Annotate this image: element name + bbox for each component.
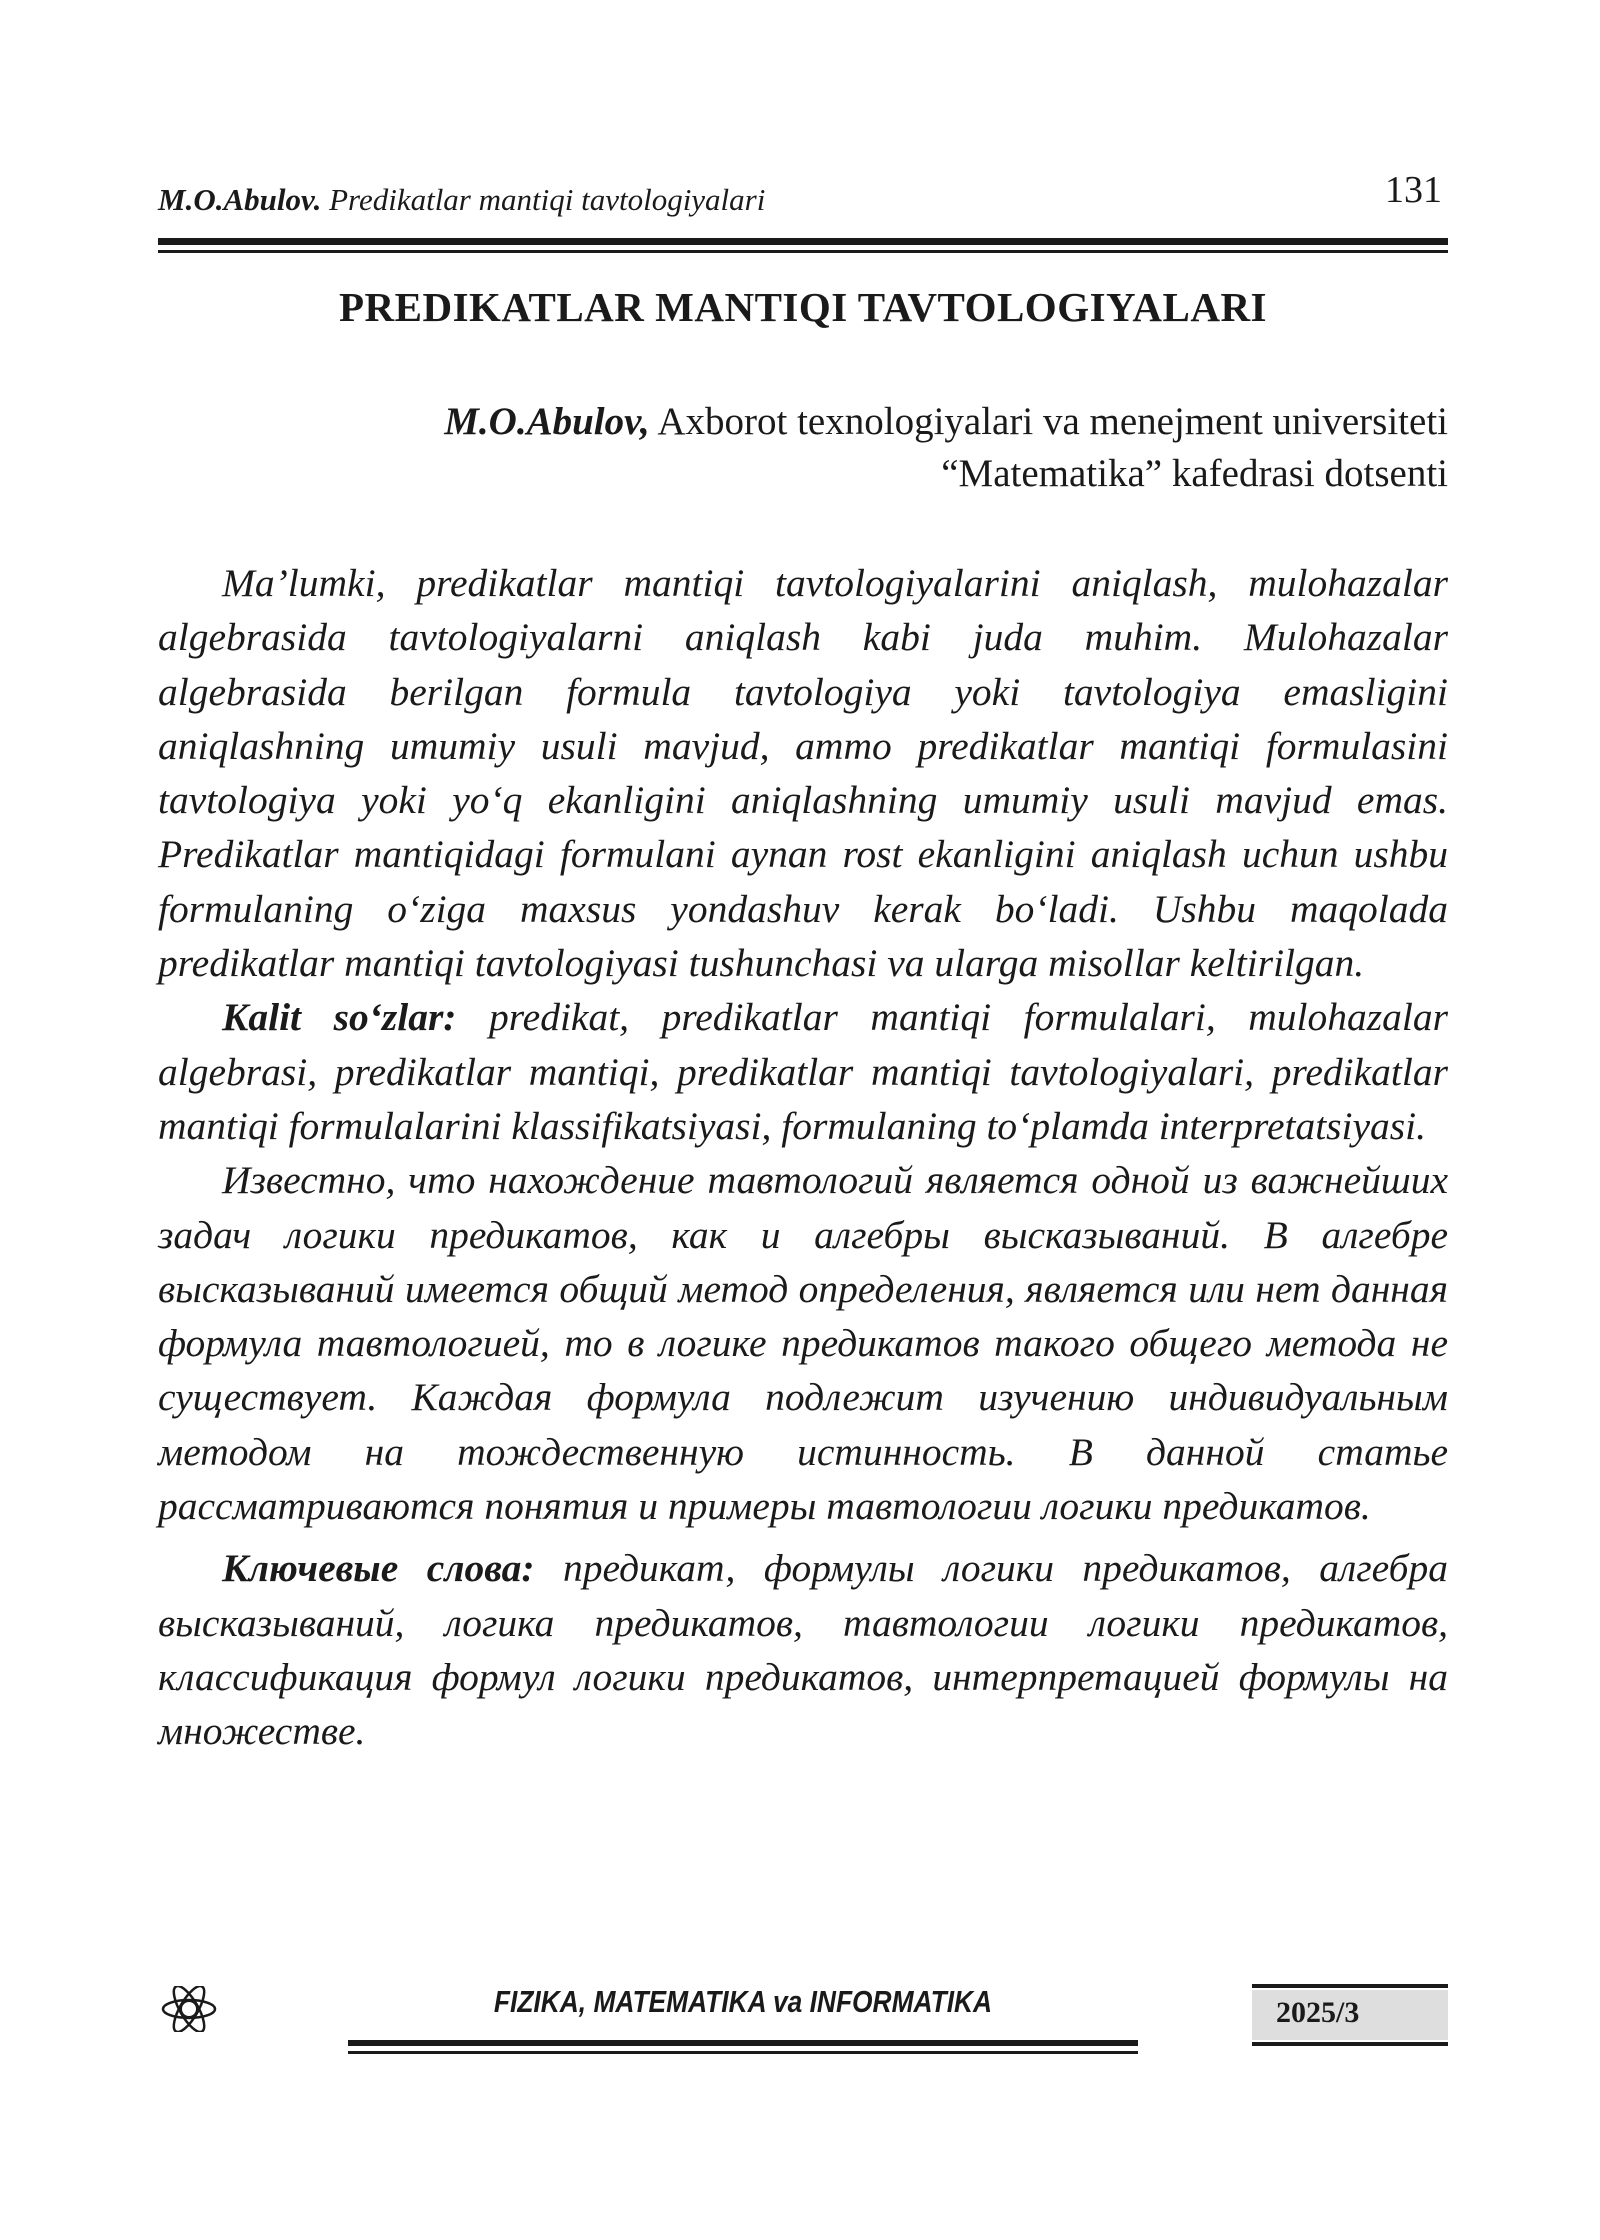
running-header [158,168,1448,228]
abstract-uzbek: Ma’lumki, predikatlar mantiqi tavtologiyalarini aniqlash, mulohazalar algebrasida tavtologiyalarni aniqlash kabi juda muhim. Mulohazalar algebrasida berilgan formula tavtologiya yoki tavtologiya emasligini aniqlashning umumiy usuli mavjud, ammo predikatlar mantiqi formulasini tavtologiya yoki yo‘q ekanligini aniqlashning umumiy usuli mavjud emas. Predikatlar mantiqidagi formulani aynan rost ekanligini aniqlash uchun ushbu formulaning o‘ziga maxsus yondashuv kerak bo‘ladi. Ushbu maqolada predikatlar mantiqi tavtologiyasi tushunchasi va ularga misollar keltirilgan. [158,561,1448,986]
author-name: M.O.Abulov, [444,400,650,443]
keywords-uzbek [158,990,1448,1153]
running-header-author [158,182,765,218]
issue-rule-bottom [1252,2042,1448,2046]
page-number: 131 [1385,169,1442,211]
article-title: PREDIKATLAR MANTIQI TAVTOLOGIYALARI [338,284,1268,330]
keywords-russian-text: предикат, формулы логики предикатов, алгебра высказываний, логика предикатов, тавтологии логики предикатов, классификация формул логики предикатов, интерпретацией формулы на множестве. [158,1546,1448,1754]
header-running-title: Predikatlar mantiqi tavtologiyalari [329,182,766,217]
issue-number: 2025/3 [1276,1996,1360,2029]
atom-logo-icon [160,1986,218,2032]
affiliation-university: Axborot texnologiyalari va menejment universiteti [657,400,1448,443]
header-rule-thin [158,250,1448,253]
article-body [158,556,1448,1759]
header-rule-thick [158,238,1448,245]
keywords-uzbek-text: predikat, predikatlar mantiqi formulalari, mulohazalar algebrasi, predikatlar mantiqi, predikatlar mantiqi tavtologiyalari, predikatlar mantiqi formulalarini klassifikatsiyasi, formulaning to‘plamda interpretatsiyasi. [158,995,1448,1148]
keywords-uzbek-label: Kalit so‘zlar: [222,995,457,1040]
footer-rule-thin [348,2051,1138,2054]
keywords-russian-label: Ключевые слова: [222,1546,535,1591]
issue-rule-top [1252,1984,1448,1988]
author-affiliation [158,396,1448,500]
footer-rule-thick [348,2040,1138,2046]
abstract-russian: Известно, что нахождение тавтологий является одной из важнейших задач логики предикатов, как и алгебры высказываний. В алгебре высказываний имеется общий метод определения, является или нет данная формула тавтологией, то в логике предикатов такого общего метода не существует. Каждая формула подлежит изучению индивидуальным методом на тождественную истинность. В данной статье рассматриваются понятия и примеры тавтологии логики предикатов. [158,1158,1448,1529]
header-author-name: M.O.Abulov. [158,182,322,217]
footer-journal-name: FIZIKA, MATEMATIKA va INFORMATIKA [493,1984,993,2019]
affiliation-line-2: “Matematika” kafedrasi dotsenti [941,452,1448,495]
affiliation-line-1 [158,396,1448,448]
keywords-russian [158,1541,1448,1758]
